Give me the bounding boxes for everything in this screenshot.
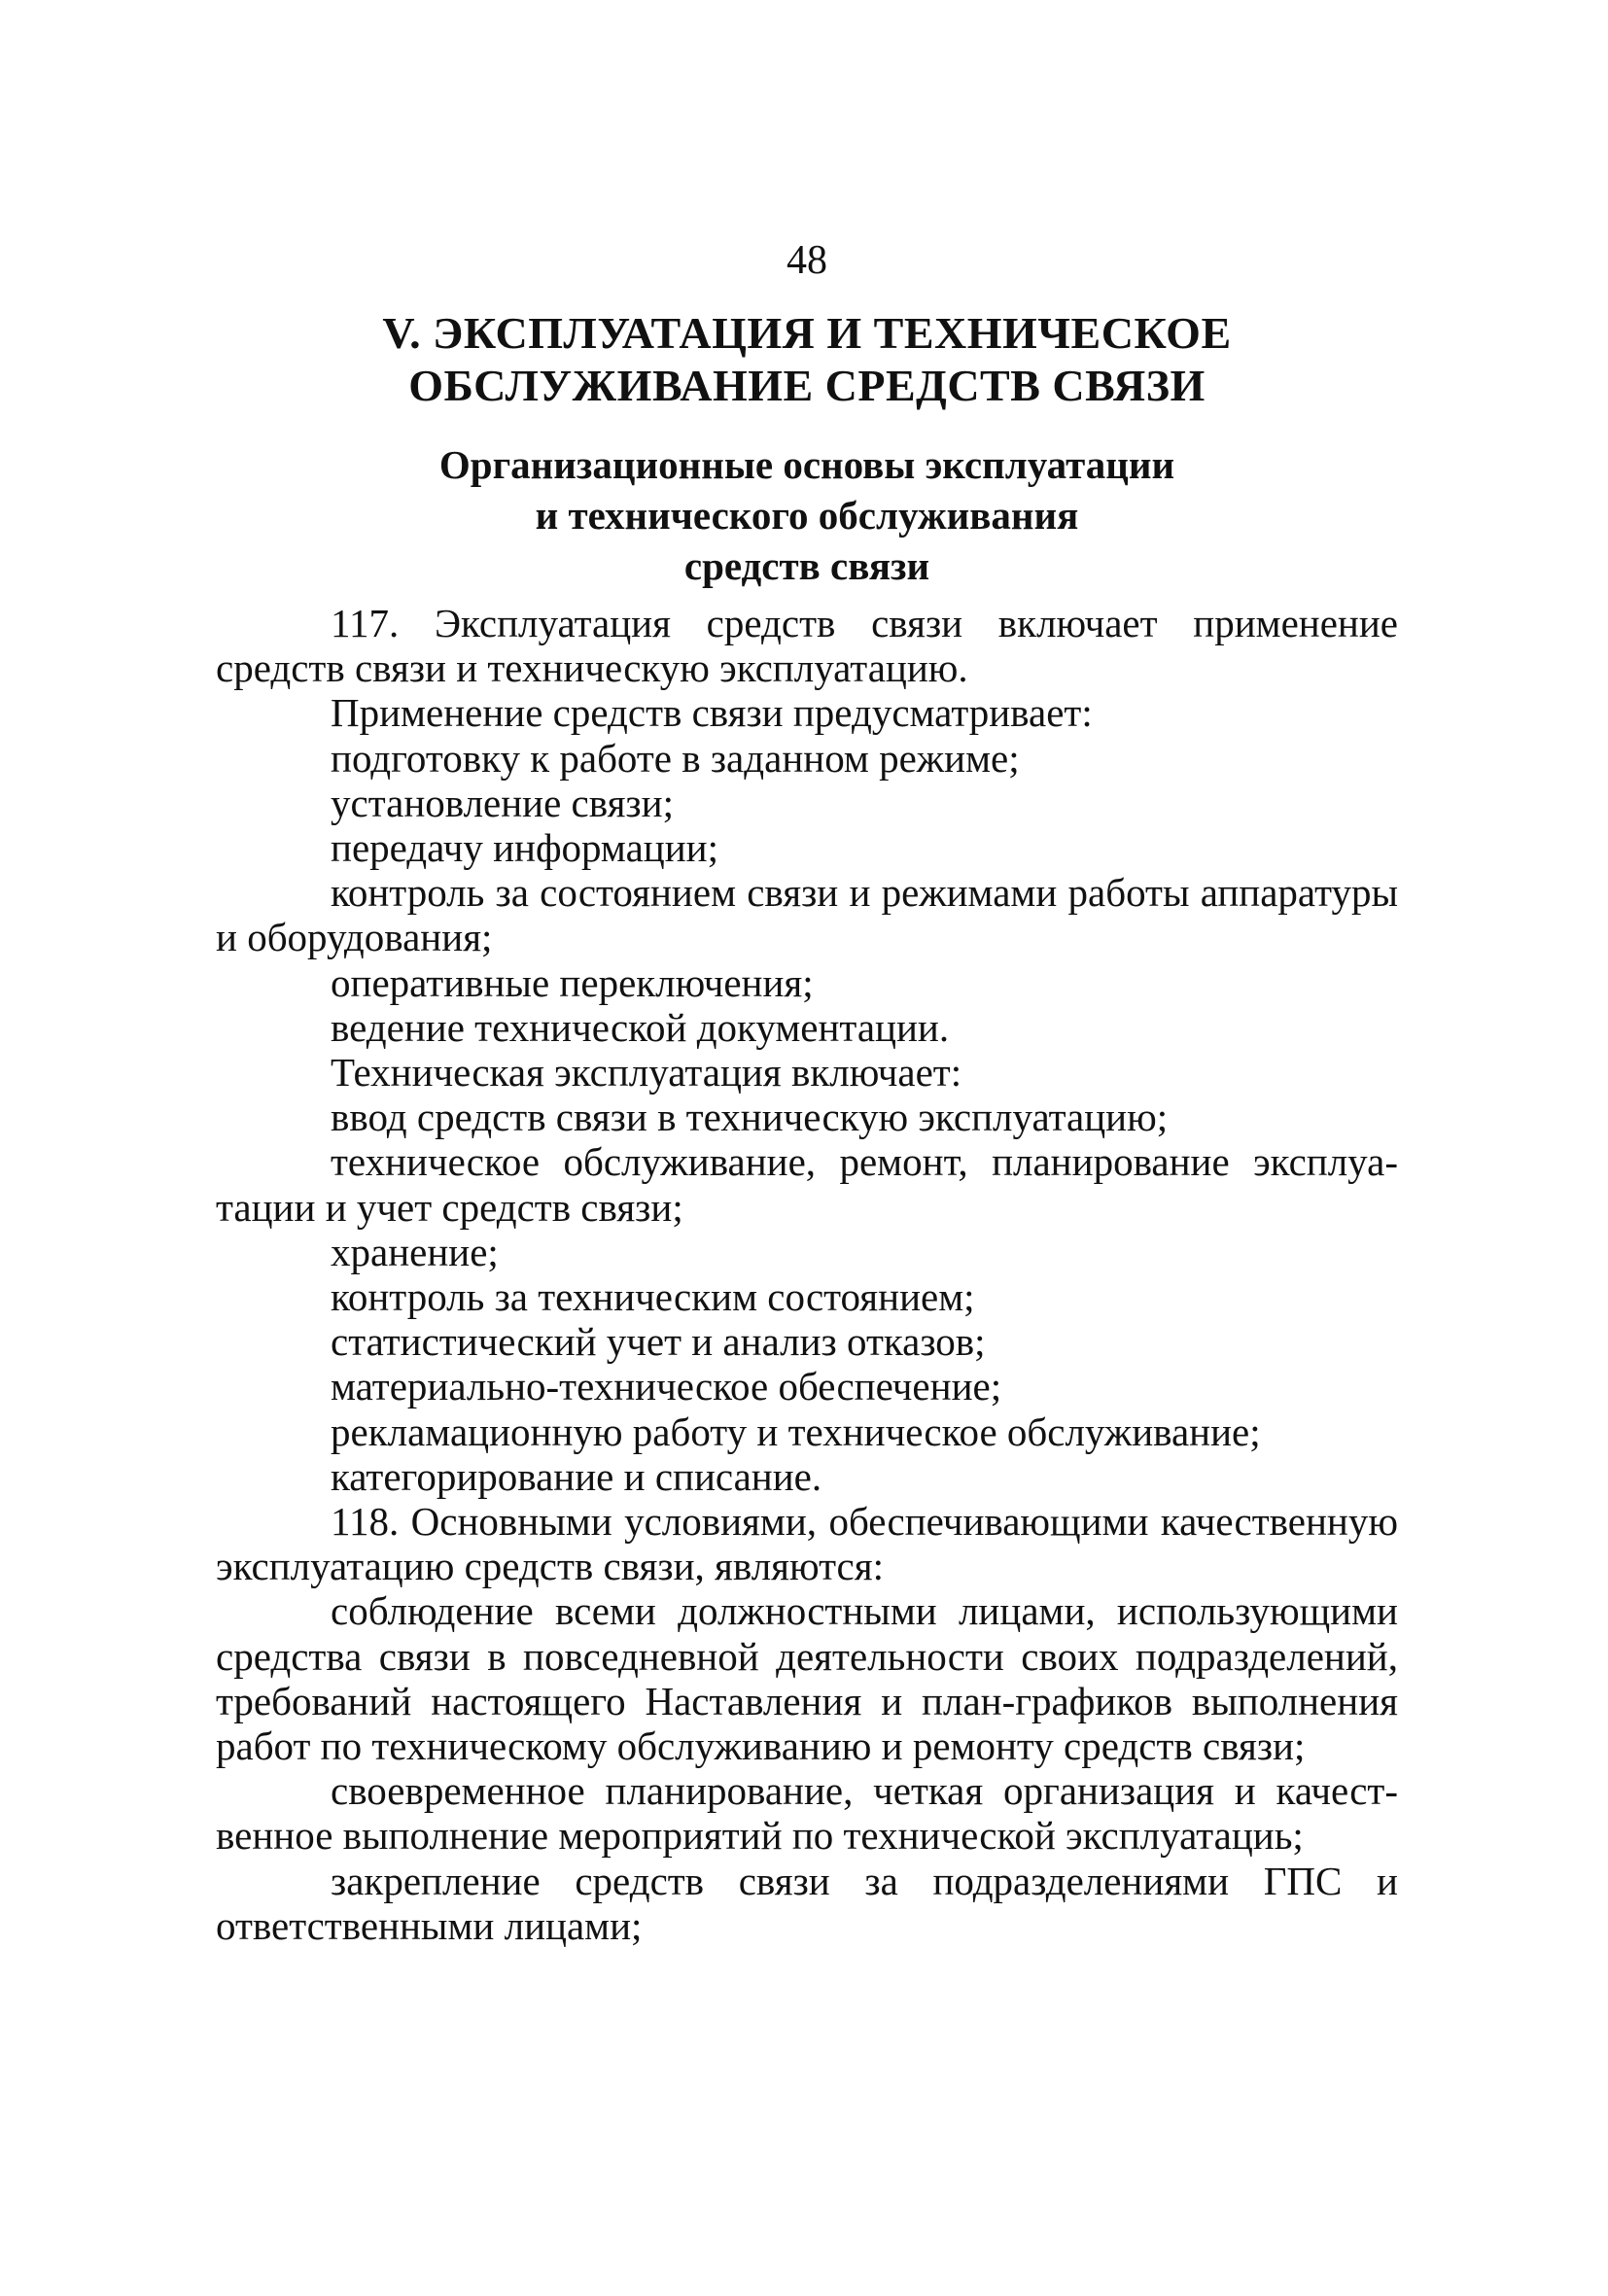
list-item: установление связи;: [331, 780, 674, 825]
chapter-title: [216, 307, 1398, 412]
list-item: соблюдение всеми должностными лицами, использующими средства связи в повседневной деятельности своих подразделений, требований настоящего Наставления и план-графиков выполнения работ по техническому обслуживанию и ремонту средств связи;: [216, 1588, 1398, 1769]
list-item: статистический учет и анализ отказов;: [331, 1319, 986, 1365]
page-number: 48: [787, 238, 827, 283]
chapter-title-line: ОБСЛУЖИВАНИЕ СРЕДСТВ СВЯЗИ: [408, 361, 1206, 410]
list-item: контроль за состоянием связи и режимами работы аппаратуры и оборудования;: [216, 870, 1398, 960]
list-item: хранение;: [331, 1229, 499, 1274]
section-title-line: средств связи: [683, 543, 930, 588]
section-title-line: Организационные основы эксплуатации: [438, 442, 1175, 487]
document-page: [216, 233, 1398, 1948]
list-item: ввод средств связи в техническую эксплуатацию;: [331, 1095, 1169, 1140]
paragraph: Применение средств связи предусматривает:: [331, 690, 1093, 736]
list-item: материально-техническое обеспечение;: [331, 1364, 1002, 1409]
list-item: закрепление средств связи за подразделениями ГПС и ответственными лицами;: [216, 1858, 1398, 1948]
list-item: своевременное планирование, четкая организация и качественное выполнение мероприятий по технической эксплуатациь;: [216, 1768, 1398, 1859]
paragraph-117: 117. Эксплуатация средств связи включает применение средств связи и техническую эксплуатацию.: [216, 601, 1398, 691]
list-item: категорирование и списание.: [331, 1453, 822, 1499]
list-item: контроль за техническим состоянием;: [331, 1274, 975, 1320]
list-item: оперативные переключения;: [331, 959, 814, 1005]
list-item: подготовку к работе в заданном режиме;: [331, 735, 1020, 781]
section-title: [216, 439, 1398, 591]
list-item: рекламационную работу и техническое обслуживание;: [331, 1409, 1261, 1454]
paragraph: Техническая эксплуатация включает:: [331, 1050, 962, 1096]
list-item: передачу информации;: [331, 825, 718, 871]
chapter-title-line: V. ЭКСПЛУАТАЦИЯ И ТЕХНИЧЕСКОЕ: [382, 308, 1232, 358]
section-title-line: и технического обслуживания: [535, 493, 1079, 538]
list-item: техническое обслуживание, ремонт, планирование эксплуатации и учет средств связи;: [216, 1139, 1398, 1230]
body-text: [216, 601, 1398, 1948]
list-item: ведение технической документации.: [331, 1004, 950, 1050]
paragraph-118: 118. Основными условиями, обеспечивающими качественную эксплуатацию средств связи, являются:: [216, 1499, 1398, 1589]
